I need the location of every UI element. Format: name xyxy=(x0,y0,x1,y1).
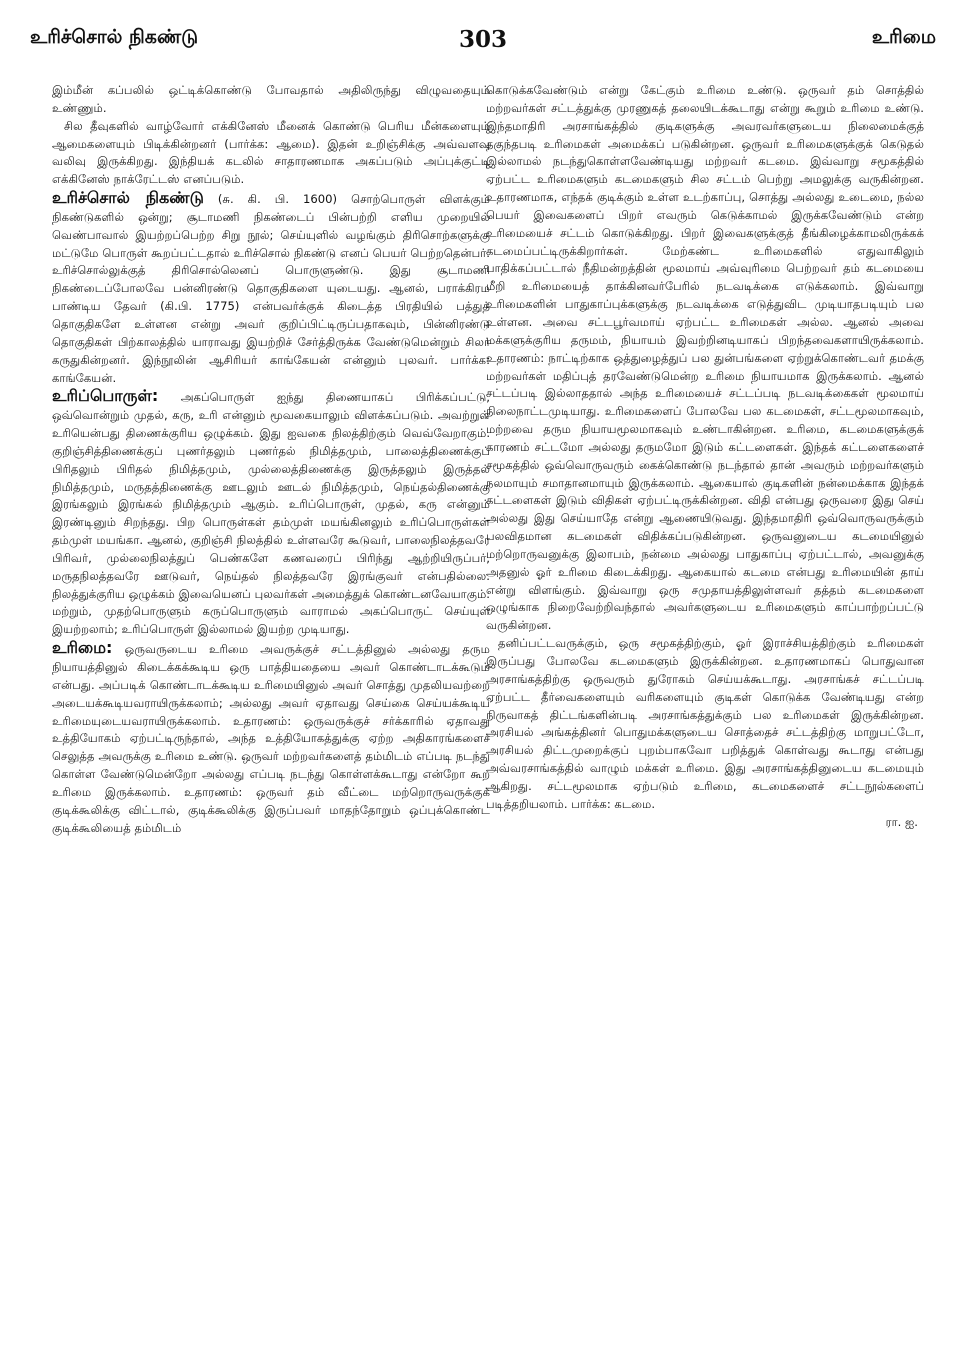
entry-headword: உரிப்பொருள்: xyxy=(52,386,159,406)
page-number: 303 xyxy=(458,26,508,53)
page-header xyxy=(30,26,936,60)
entry-uripporul xyxy=(52,387,490,639)
entry-headword: உரிமை: xyxy=(52,638,113,658)
author-signature: ரா. ஐ. xyxy=(885,814,918,829)
entry-body: அகப்பொருள் ஐந்து திணையாகப் பிரிக்கப்பட்டு, ஒவ்வொன்றும் முதல், கரு, உரி என்னும் மூவகையாலும் விளக்கப்படும். அவற்றுள் உரியென்பது திணைக்குரிய ஒழுக்கம். இது ஐவகை நிலத்திற்கும் வெவ்வேறாகும். குறிஞ்சித்திணைக்குப் புணர்தலும் புணர்தல் நிமித்தமும், பாலைத்திணைக்குப் பிரிதலும் பிரிதல் நிமித்தமும், முல்லைத்திணைக்கு இருத்தலும் இருத்தல் நிமித்தமும், மருதத்திணைக்கு ஊடலும் ஊடல் நிமித்தமும், நெய்தல்திணைக்கு இரங்கலும் இரங்கல் நிமித்தமும் ஆகும். உரிப்பொருள், முதல், கரு என்னும் இரண்டினும் சிறந்தது. பிற பொருள்கள் தம்முள் மயங்கினலும் உரிப்பொருள்கள் தம்முள் மயங்கா. ஆனல், குறிஞ்சி நிலத்தில் உள்ளவரே கூடுவர், பாலைநிலத்தவரே பிரிவர், முல்லைநிலத்துப் பெண்களே கணவரைப் பிரிந்து ஆற்றியிருப்பர், மருதநிலத்தவரே ஊடுவர், நெய்தல் நிலத்தவரே இரங்குவர் என்பதில்லை. நிலத்துக்குரிய ஒழுக்கம் இவையெனப் புலவர்கள் அமைத்துக் கொண்டனவேயாகும். மற்றும், முதற்பொருளும் கருப்பொருளும் வாராமல் அகப்பொருட் செய்யுள் இயற்றலாம்; உரிப்பொருள் இல்லாமல் இயற்ற முடியாது. xyxy=(52,390,490,637)
right-column xyxy=(486,82,924,831)
entry-urichol-nigandu xyxy=(52,189,490,387)
paragraph-continued: இம்மீன் கப்பலில் ஒட்டிக்கொண்டு போவதால் அதிலிருந்து விழுவதையும் உண்ணும். xyxy=(52,83,490,115)
entry-urimai xyxy=(52,639,490,837)
paragraph: தனிப்பட்டவருக்கும், ஒரு சமூகத்திற்கும், ஓர் இராச்சியத்திற்கும் உரிமைகள் இருப்பது போலவே கடமைகளும் இருக்கின்றன. உதாரணமாகப் பொதுவான அரசாங்கத்திற்கு ஒருவரும் துரோகம் செய்யக்கூடாது. அரசாங்கச் சட்டப்படி ஏற்பட்ட தீர்வைகளையும் வரிகளையும் குடிகள் கொடுக்க வேண்டியது என்ற நிருவாகத் திட்டங்களின்படி அரசாங்கத்துக்கும் பல உரிமைகள் இருக்கின்றன. அரசியல் அங்கத்தினர் பொதுமக்களுடைய சொத்தைச் சட்டத்திற்கு மாறுபட்டோ, அரசியல் திட்டமுறைக்குப் புறம்பாகவோ பறித்துக் கொள்வது கூடாது என்பது அவ்வரசாங்கத்தில் வாழும் மக்கள் உரிமை. இது அரசாங்கத்தினுடைய கடமையும் ஆகிறது. சட்டமூலமாக ஏற்படும் உரிமை, கடமைகளைச் சட்டநூல்களைப் படித்தறியலாம். பார்க்க: கடமை. xyxy=(486,636,924,811)
paragraph: சில தீவுகளில் வாழ்வோர் எக்கினேஸ் மீனைக் கொண்டு பெரிய மீன்களையும் ஆமைகளையும் பிடிக்கின்றனர் (பார்க்க: ஆமை). இதன் உறிஞ்சிக்கு அவ்வளவு வலிவு இருக்கிறது. இந்தியக் கடலில் சாதாரணமாக அகப்படும் அப்புக்குட்டி எக்கினேஸ் நாக்ரேட்டஸ் எனப்படும். xyxy=(52,118,490,187)
entry-headword: உரிச்சொல் நிகண்டு xyxy=(52,188,204,208)
running-head-right: உரிமை xyxy=(871,26,936,48)
entry-body: (சு. கி. பி. 1600) சொற்பொருள் விளக்கும் நிகண்டுகளில் ஒன்று; சூடாமணி நிகண்டைப் பின்பற்றி எளிய முறையில் வெண்பாவால் இயற்றப்பெற்ற சிறு நூல்; செய்யுளில் வழங்கும் திரிசொற்களுக்கு மட்டுமே பொருள் கூறப்பட்டதால் உரிச்சொல் நிகண்டு எனப் பெயர் பெற்றதென்பர். உரிச்சொல்லுக்குத் திரிசொல்லெனப் பொருளுண்டு. இது சூடாமணி நிகண்டைப்போலவே பன்னிரண்டு தொகுதிகளை யுடையது. ஆனல், பராக்கிரம பாண்டிய தேவர் (கி.பி. 1775) என்பவர்க்குக் கிடைத்த பிரதியில் பத்துத் தொகுதிகளே உள்ளன என்று அவர் குறிப்பிட்டிருப்பதாகவும், பின்னிரண்டு தொகுதிகள் பிற்காலத்தில் யாராவது இயற்றிச் சேர்த்திருக்க வேண்டுமென்றும் சிலர் கருதுகின்றனர். இந்நூலின் ஆசிரியர் காங்கேயன் என்னும் புலவர். பார்க்க: காங்கேயன். xyxy=(52,192,491,385)
paragraph-continued: கொடுக்கவேண்டும் என்று கேட்கும் உரிமை உண்டு. ஒருவர் தம் சொத்தில் மற்றவர்கள் சட்டத்துக்கு முரணுகத் தலையிடக்கூடாது என்று கூறும் உரிமை உண்டு. இந்தமாதிரி அரசாங்கத்தில் குடிகளுக்கு அவரவர்களுடைய நிலைமைக்குத் தகுந்தபடி உரிமைகள் அமைக்கப் படுகின்றன. ஒருவர் உரிமைகளுக்குக் கெடுதல் இல்லாமல் நடந்துகொள்ளவேண்டியது மற்றவர் கடமை. இவ்வாறு சமூகத்தில் ஏற்பட்ட உரிமைகளும் கடமைகளும் சில சட்டம் பெற்று அமலுக்கு வருகின்றன. உதாரணமாக, எந்தக் குடிக்கும் உள்ள உடற்காப்பு, சொத்து அல்லது உடைமை, நல்ல பெயர் இவைகளைப் பிறர் எவரும் கெடுக்காமல் இருக்கவேண்டும் என்ற உரிமையைச் சட்டம் கொடுக்கிறது. பிறர் இவைகளுக்குத் தீங்கிழைக்காமலிருக்கக் கடமைப்பட்டிருக்கிறார்கள். மேற்கண்ட உரிமைகளில் எதுவாகிலும் பாதிக்கப்பட்டால் நீதிமன்றத்தின் மூலமாய் அவ்வுரிமை பெற்றவர் தம் கடமையை மீறி உரிமையைத் தாக்கினவர்பேரில் நடவடிக்கை எடுக்கலாம். இவ்வாறு உரிமைகளின் பாதுகாப்புக்களுக்கு நடவடிக்கை எடுத்துவிட முடியாதபடியும் பல உள்ளன. அவை சட்டபூர்வமாய் ஏற்பட்ட உரிமைகள் அல்ல. ஆனல் அவை மக்களுக்குரிய தருமம், நியாயம் இவற்றினடியாகப் பிறந்தவைகளாயிருக்கலாம். உதாரணம்: நாட்டிற்காக ஒத்துழைத்துப் பல துன்பங்களை ஏற்றுக்கொண்டவர் தமக்கு மற்றவர்கள் மதிப்புத் தரவேண்டுமென்ற உரிமை நியாயமாக இருக்கலாம். ஆனல் சட்டப்படி இல்லாததால் அந்த உரிமையைச் சட்டப்படி நடவடிக்கைகள் மூலமாய் நிலைநாட்டமுடியாது. உரிமைகளைப் போலவே பல கடமைகள், சட்டமூலமாகவும், மற்றவை தரும நியாயமூலமாகவும் உண்டாகின்றன. உரிமை, கடமைகளுக்குக் காரணம் சட்டமோ அல்லது தருமமோ இடும் கட்டளைகள். இந்தக் கட்டளைகளைச் சமூகத்தில் ஒவ்வொருவரும் கைக்கொண்டு நடந்தால் தான் அவரும் மற்றவர்களும் நலமாயும் சமாதானமாயும் இருக்கலாம். ஆகையால் குடிகளின் நன்மைக்காக இந்தக் கட்டளைகள் இடும் விதிகள் ஏற்பட்டிருக்கின்றன. விதி என்பது ஒருவரை இது செய் அல்லது இது செய்யாதே என்று ஆணையிடுவது. இந்தமாதிரி ஒவ்வொருவருக்கும் பலவிதமான கடமைகள் விதிக்கப்படுகின்றன. ஒருவனுடைய கடமையினுல் மற்றொருவனுக்கு இலாபம், நன்மை அல்லது பாதுகாப்பு ஏற்பட்டால், அவனுக்கு அதனுல் ஓர் உரிமை கிடைக்கிறது. ஆகையால் கடமை என்பது உரிமையின் தாய் என்று விளங்கும். இவ்வாறு ஒரு சமுதாயத்திலுள்ளவர் தத்தம் கடமைகளை ஒழுங்காக நிறைவேற்றிவந்தால் அவர்களுடைய உரிமைகளும் காப்பாற்றப்பட்டு வருகின்றன. xyxy=(486,83,924,633)
running-head-left: உரிச்சொல் நிகண்டு xyxy=(30,26,199,48)
entry-body: ஒருவருடைய உரிமை அவருக்குச் சட்டத்தினுல் அல்லது தரும நியாயத்தினுல் கிடைக்கக்கூடிய ஒரு பாத்தியதையை அவர் கொண்டாடக்கூடும் என்பது. அப்படிக் கொண்டாடக்கூடிய உரிமையினுல் அவர் சொத்து முதலியவற்றை அடையக்கூடியவராயிருக்கலாம்; அல்லது அவர் ஏதாவது செய்கை செய்யக்கூடிய உரிமையுடையவராயிருக்கலாம். உதாரணம்: ஒருவருக்குச் சர்க்காரில் ஏதாவது உத்தியோகம் ஏற்பட்டிருந்தால், அந்த உத்தியோகத்துக்கு ஏற்ற அதிகாரங்களைச் செலுத்த அவருக்கு உரிமை உண்டு. ஒருவர் மற்றவர்களைத் தம்மிடம் எப்படி நடந்து கொள்ள வேண்டுமென்றோ அல்லது எப்படி நடந்து கொள்ளக்கூடாது என்றோ கூற உரிமை இருக்கலாம். உதாரணம்: ஒருவர் தம் வீட்டை மற்றொருவருக்குக் குடிக்கூலிக்கு விட்டால், குடிக்கூலிக்கு இருப்பவர் மாதந்தோறும் ஒப்புக்கொண்ட குடிக்கூலியைத் தம்மிடம் xyxy=(52,642,490,835)
left-column xyxy=(52,82,490,837)
